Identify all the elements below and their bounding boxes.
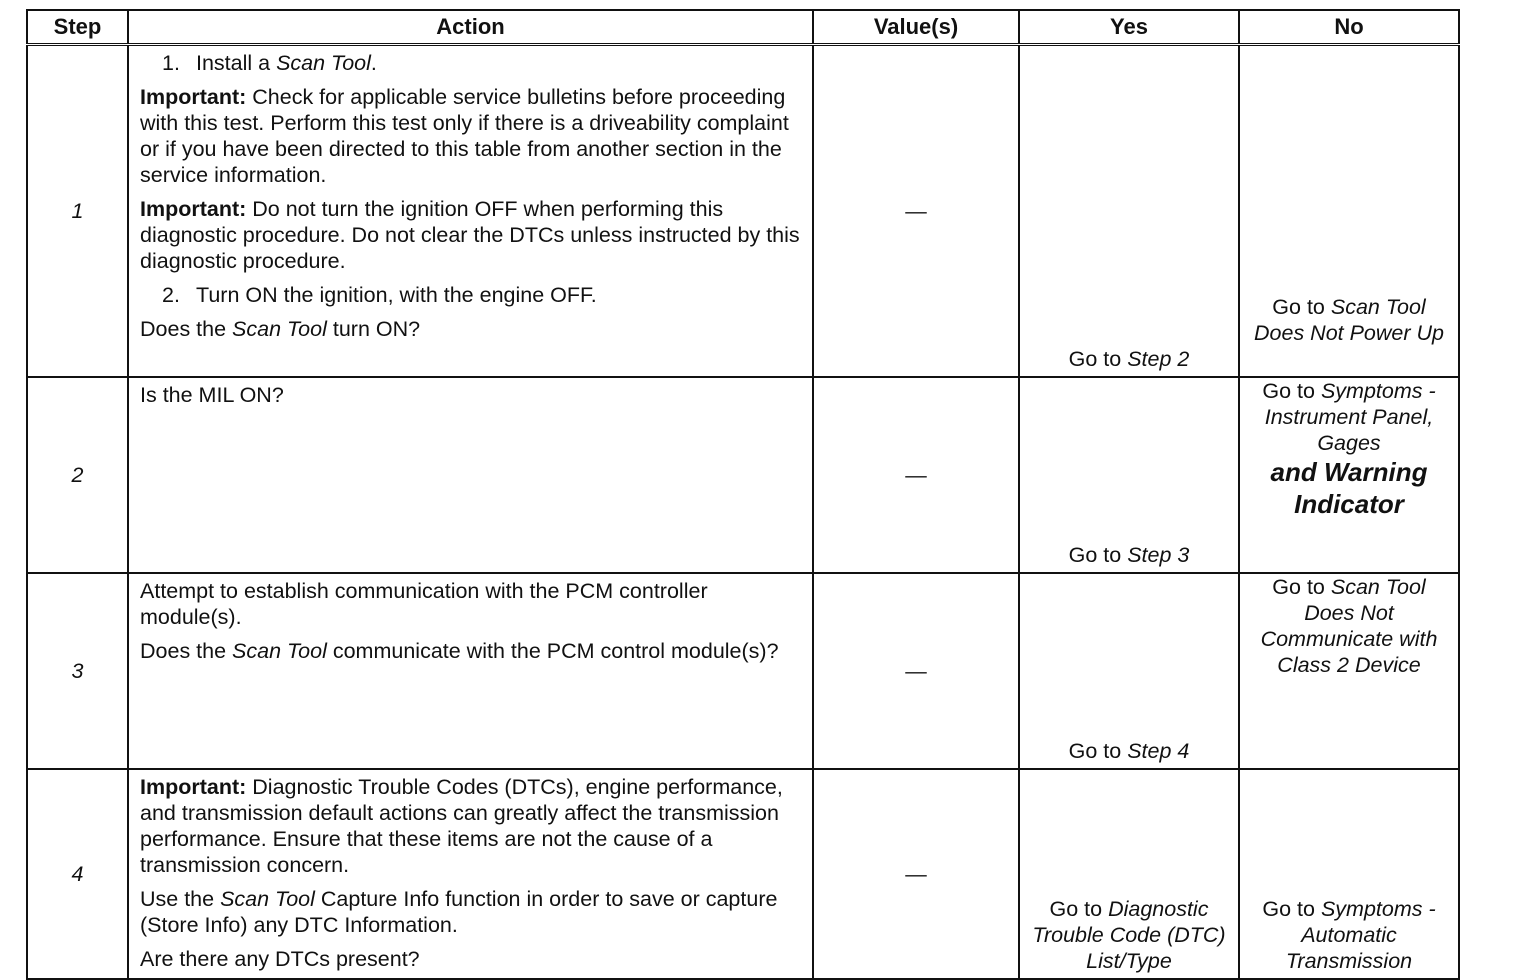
yes-cell [1019, 45, 1239, 378]
yes-cell [1019, 769, 1239, 979]
action-cell [128, 45, 813, 378]
table-row [27, 573, 1459, 769]
important-note: Important: Diagnostic Trouble Codes (DTCs), engine performance, and transmission default actions can greatly affect the transmission performance. Ensure that these items are not the cause of a transmission concern. [140, 775, 783, 877]
table-row [27, 377, 1459, 573]
step-number: 1 [27, 45, 128, 378]
action-question: Is the MIL ON? [140, 383, 284, 407]
yes-link[interactable]: Go to Step 3 [1068, 543, 1190, 567]
header-no: No [1239, 10, 1459, 45]
header-row [27, 10, 1459, 45]
action-text: Attempt to establish communication with the PCM controller module(s). [140, 579, 708, 629]
important-note: Important: Do not turn the ignition OFF when performing this diagnostic procedure. Do not clear the DTCs unless instructed by this diagnostic procedure. [140, 197, 800, 273]
action-cell [128, 769, 813, 979]
step-number: 4 [27, 769, 128, 979]
no-link[interactable]: Go to Scan Tool Does Not Power Up [1254, 295, 1444, 345]
no-link[interactable]: Go to Scan Tool Does Not Communicate with Class 2 Device [1260, 575, 1438, 677]
yes-cell [1019, 573, 1239, 769]
action-cell [128, 377, 813, 573]
value-cell: — [813, 377, 1019, 573]
action-item: 1. Install a Scan Tool. [162, 51, 377, 75]
value-cell: — [813, 45, 1019, 378]
yes-link[interactable]: Go to Diagnostic Trouble Code (DTC) List/Type [1032, 897, 1226, 973]
no-link[interactable]: Go to Symptoms - Instrument Panel, Gages and Warning Indicator [1262, 379, 1436, 519]
action-text: Use the Scan Tool Capture Info function in order to save or capture (Store Info) any DTC Information. [140, 887, 778, 937]
no-link[interactable]: Go to Symptoms - Automatic Transmission [1262, 897, 1436, 973]
yes-cell [1019, 377, 1239, 573]
yes-link[interactable]: Go to Step 2 [1068, 347, 1190, 371]
action-question: Does the Scan Tool communicate with the PCM control module(s)? [140, 639, 779, 663]
value-cell: — [813, 573, 1019, 769]
no-cell [1239, 769, 1459, 979]
diagnostic-table [26, 9, 1460, 980]
value-cell: — [813, 769, 1019, 979]
important-note: Important: Check for applicable service bulletins before proceeding with this test. Perform this test only if there is a driveability complaint or if you have been directed to this table from another section in the service information. [140, 85, 789, 187]
header-step: Step [27, 10, 128, 45]
step-number: 2 [27, 377, 128, 573]
action-question: Does the Scan Tool turn ON? [140, 317, 421, 341]
action-item: 2. Turn ON the ignition, with the engine OFF. [162, 283, 597, 307]
table-row [27, 45, 1459, 378]
header-values: Value(s) [813, 10, 1019, 45]
step-number: 3 [27, 573, 128, 769]
no-cell [1239, 377, 1459, 573]
action-question: Are there any DTCs present? [140, 947, 420, 971]
header-action: Action [128, 10, 813, 45]
yes-link[interactable]: Go to Step 4 [1068, 739, 1190, 763]
action-cell [128, 573, 813, 769]
no-cell [1239, 573, 1459, 769]
header-yes: Yes [1019, 10, 1239, 45]
table-row [27, 769, 1459, 979]
no-cell [1239, 45, 1459, 378]
